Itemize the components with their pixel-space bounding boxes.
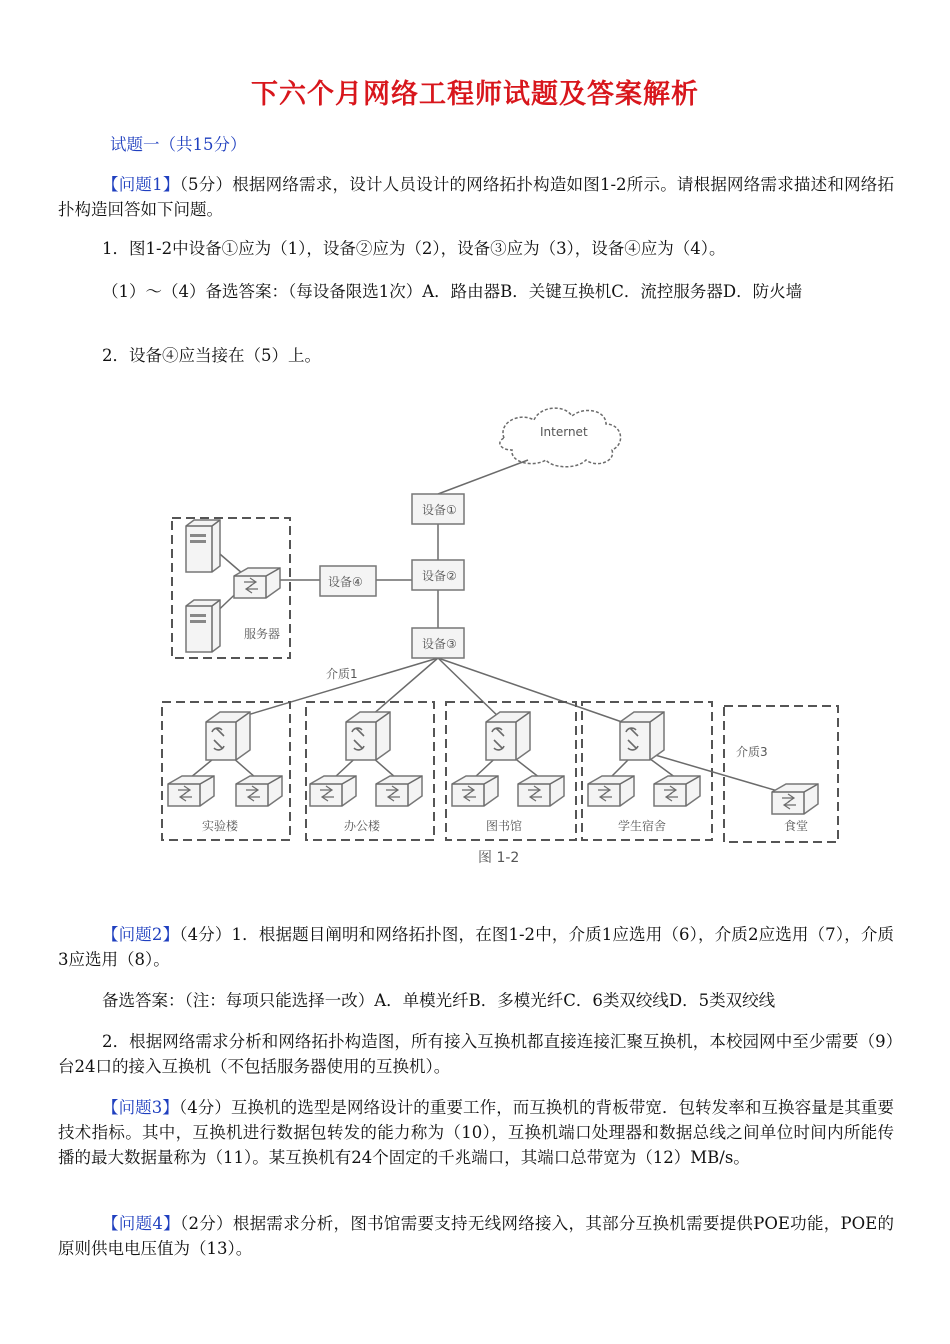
building-label: 图书馆 (486, 819, 523, 833)
access-switch-icon (452, 776, 498, 806)
q4-tag: 【问题4】 (102, 1214, 180, 1233)
aggregation-switch-icon (620, 712, 664, 760)
device1-label: 设备① (422, 503, 457, 517)
internet-label: Internet (540, 425, 588, 439)
switch-icon (234, 568, 280, 598)
aggregation-switch-icon (346, 712, 390, 760)
q1-paragraph (58, 172, 894, 222)
network-topology-figure (148, 402, 848, 872)
access-switch-icon (588, 776, 634, 806)
q1-item1: 1．图1-2中设备①应为（1），设备②应为（2），设备③应为（3），设备④应为（4）。 (102, 239, 726, 258)
building-label: 实验楼 (202, 819, 239, 833)
q3-text: （4分）互换机的选型是网络设计的重要工作，而互换机的背板带宽．包转发率和互换容量是其重要技术指标。其中，互换机进行数据包转发的能力称为（10），互换机端口处理器和数据总线之间单位时间内所能传播的最大数据量称为（11）。某互换机有24个固定的千兆端口，其端口总带宽为（12）MB/s。 (58, 1098, 894, 1167)
q2-tag: 【问题2】 (102, 925, 180, 944)
q2-text: （4分）1．根据题目阐明和网络拓扑图，在图1-2中，介质1应选用（6），介质2应选用（7），介质3应选用（8）。 (58, 925, 894, 969)
device3-label: 设备③ (422, 637, 457, 651)
figure-caption: 图 1-2 (478, 850, 520, 866)
q1-item2: 2．设备④应当接在（5）上。 (102, 346, 321, 365)
q1-options: （1）～（4）备选答案：（每设备限选1次）A．路由器B．关键互换机C．流控服务器D．防火墙 (102, 282, 803, 301)
section-heading: 试题一（共15分） (110, 135, 247, 154)
medium3-label: 介质3 (736, 745, 768, 759)
q4-paragraph (58, 1211, 894, 1261)
server-icon (186, 520, 220, 572)
device2-label: 设备② (422, 569, 457, 583)
server-label: 服务器 (244, 627, 281, 641)
access-switch-icon (236, 776, 282, 806)
building-zone (724, 706, 838, 842)
q1-tag: 【问题1】 (102, 175, 180, 194)
access-switch-icon (772, 784, 818, 814)
access-switch-icon (168, 776, 214, 806)
building-label: 学生宿舍 (618, 819, 667, 833)
access-switch-icon (518, 776, 564, 806)
device4-label: 设备④ (328, 575, 363, 589)
aggregation-switch-icon (206, 712, 250, 760)
access-switch-icon (310, 776, 356, 806)
q3-paragraph (58, 1095, 894, 1170)
server-icon (186, 600, 220, 652)
page-title: 下六个月网络工程师试题及答案解析 (251, 79, 699, 110)
q3-tag: 【问题3】 (102, 1098, 179, 1117)
q2-item2: 2．根据网络需求分析和网络拓扑构造图，所有接入互换机都直接连接汇聚互换机，本校园网中至少需要（9）台24口的接入互换机（不包括服务器使用的互换机）。 (58, 1032, 894, 1076)
q2-options: 备选答案：（注：每项只能选择一改）A．单模光纤B．多模光纤C．6类双绞线D．5类双绞线 (102, 991, 776, 1010)
access-switch-icon (654, 776, 700, 806)
building-label: 食堂 (784, 819, 809, 833)
q2-paragraph (58, 922, 894, 972)
aggregation-switch-icon (486, 712, 530, 760)
building-label: 办公楼 (344, 819, 381, 833)
q4-text: （2分）根据需求分析，图书馆需要支持无线网络接入，其部分互换机需要提供POE功能，POE的原则供电电压值为（13）。 (58, 1214, 894, 1258)
medium1-label: 介质1 (326, 667, 358, 681)
q1-text: （5分）根据网络需求，设计人员设计的网络拓扑构造如图1-2所示。请根据网络需求描述和网络拓扑构造回答如下问题。 (58, 175, 895, 219)
access-switch-icon (376, 776, 422, 806)
